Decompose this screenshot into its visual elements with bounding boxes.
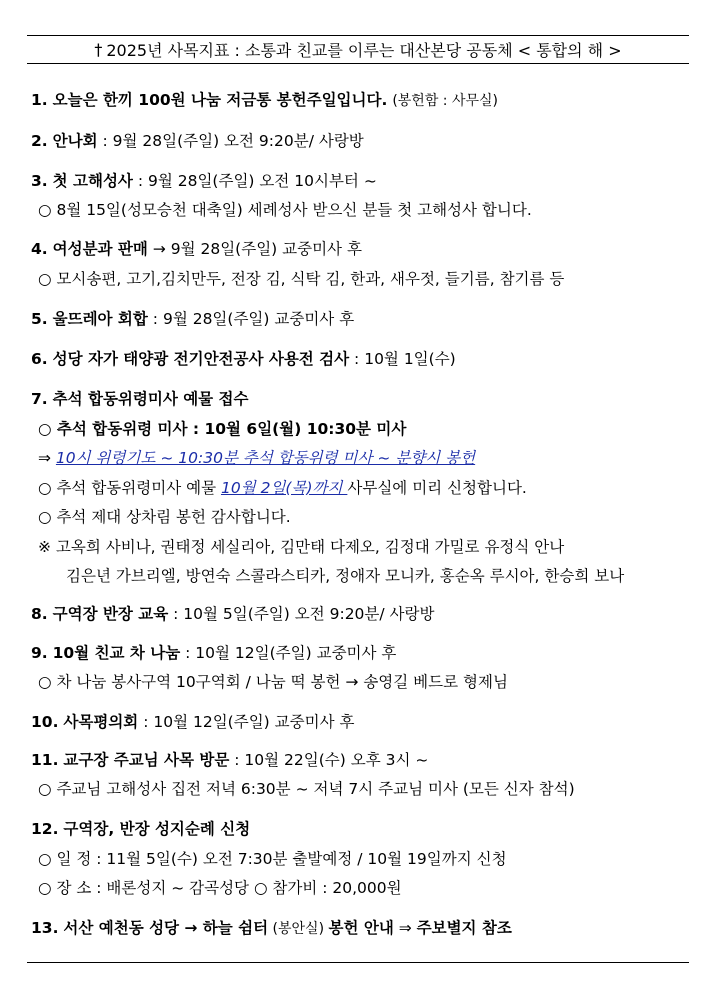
item-number: 2. bbox=[31, 132, 48, 150]
item-detail: : 10월 1일(수) bbox=[349, 350, 456, 368]
item-number: 12. bbox=[31, 820, 59, 838]
item-number: 4. bbox=[31, 240, 48, 258]
item-note: (봉헌함 : 사무실) bbox=[392, 93, 498, 109]
bottom-divider bbox=[27, 962, 689, 963]
item-title-c: 주보별지 참조 bbox=[416, 919, 512, 937]
cross-icon: † bbox=[94, 40, 103, 59]
item-title: 10월 친교 차 나눔 bbox=[52, 644, 181, 662]
offering-text-c: 사무실에 미리 신청합니다. bbox=[347, 479, 527, 497]
item-number: 11. bbox=[31, 751, 59, 769]
item-11-sub: ○ 주교님 고해성사 집전 저녁 6:30분 ~ 저녁 7시 주교님 미사 (모든 신자 참석) bbox=[38, 780, 575, 798]
item-7-sub-schedule bbox=[38, 448, 475, 468]
item-detail: : 10월 12일(주일) 교중미사 후 bbox=[138, 713, 355, 731]
item-title: 추석 합동위령미사 예물 접수 bbox=[52, 390, 249, 408]
item-detail: : 10월 22일(수) 오후 3시 ~ bbox=[229, 751, 429, 769]
item-7-sub-thanks: ○ 추석 제대 상차림 봉헌 감사합니다. bbox=[38, 508, 291, 526]
item-4-sub: ○ 모시송편, 고기,김치만두, 전장 김, 식탁 김, 한과, 새우젓, 들기름, 참기름 등 bbox=[38, 270, 565, 288]
item-detail: : 10월 12일(주일) 교중미사 후 bbox=[180, 644, 397, 662]
item-12-sub-place: ○ 장 소 : 배론성지 ~ 감곡성당 ○ 참가비 : 20,000원 bbox=[38, 879, 402, 897]
item-6 bbox=[31, 349, 456, 369]
header-text: 2025년 사목지표 : 소통과 친교를 이루는 대산본당 공동체 < 통합의 해 > bbox=[106, 41, 622, 60]
item-8 bbox=[31, 604, 434, 624]
item-9-sub: ○ 차 나눔 봉사구역 10구역회 / 나눔 떡 봉헌 → 송영길 베드로 형제님 bbox=[38, 673, 508, 691]
item-12-sub-schedule: ○ 일 정 : 11월 5일(수) 오전 7:30분 출발예정 / 10월 19일까지 신청 bbox=[38, 850, 507, 868]
item-title: 여성분과 판매 bbox=[52, 240, 148, 258]
item-title: 교구장 주교님 사목 방문 bbox=[63, 751, 230, 769]
item-title: 안나회 bbox=[52, 132, 98, 150]
item-7 bbox=[31, 389, 249, 409]
offering-text-a: ○ 추석 합동위령미사 예물 bbox=[38, 479, 221, 497]
item-10 bbox=[31, 712, 354, 732]
schedule-text: 10시 위령기도 ~ 10:30분 추석 합동위령 미사 ~ 분향시 봉헌 bbox=[55, 449, 476, 467]
item-2 bbox=[31, 131, 364, 151]
item-5 bbox=[31, 309, 354, 329]
arrow-icon: ⇒ bbox=[38, 449, 56, 467]
item-title: 첫 고해성사 bbox=[52, 172, 133, 190]
item-7-sub-donors-cont: 김은년 가브리엘, 방연숙 스콜라스티카, 정애자 모니카, 홍순옥 루시아, 한승희 보나 bbox=[66, 567, 625, 585]
item-number: 3. bbox=[31, 172, 48, 190]
item-title: 울뜨레아 회합 bbox=[52, 310, 148, 328]
item-1 bbox=[31, 90, 498, 111]
item-3-sub: ○ 8월 15일(성모승천 대축일) 세례성사 받으신 분들 첫 고해성사 합니다. bbox=[38, 201, 532, 219]
item-number: 1. bbox=[31, 91, 48, 109]
offering-deadline: 10월 2일(목)까지 bbox=[220, 479, 348, 497]
item-number: 5. bbox=[31, 310, 48, 328]
item-title: 사목평의회 bbox=[63, 713, 139, 731]
item-detail: : 9월 28일(주일) 오전 9:20분/ 사랑방 bbox=[97, 132, 364, 150]
item-7-sub-donors: ※ 고옥희 사비나, 권태정 세실리아, 김만태 다제오, 김정대 가밀로 유정식 안나 bbox=[38, 538, 565, 556]
item-9 bbox=[31, 643, 396, 663]
item-detail: : 9월 28일(주일) 오전 10시부터 ~ bbox=[132, 172, 377, 190]
item-title-a: 서산 예천동 성당 → 하늘 쉼터 bbox=[63, 919, 269, 937]
item-number: 6. bbox=[31, 350, 48, 368]
item-title: 성당 자가 태양광 전기안전공사 사용전 검사 bbox=[52, 350, 350, 368]
item-number: 8. bbox=[31, 605, 48, 623]
item-detail: → 9월 28일(주일) 교중미사 후 bbox=[147, 240, 362, 258]
item-number: 7. bbox=[31, 390, 48, 408]
item-3 bbox=[31, 171, 377, 191]
item-4 bbox=[31, 239, 362, 259]
item-detail: : 10월 5일(주일) 오전 9:20분/ 사랑방 bbox=[168, 605, 435, 623]
item-number: 9. bbox=[31, 644, 48, 662]
item-7-sub-mass: ○ 추석 합동위령 미사 : 10월 6일(월) 10:30분 미사 bbox=[38, 420, 407, 438]
item-title: 구역장 반장 교육 bbox=[52, 605, 169, 623]
item-number: 13. bbox=[31, 919, 59, 937]
header-banner bbox=[27, 35, 689, 64]
item-title-b: 봉헌 안내 bbox=[328, 919, 394, 937]
item-7-sub-offering bbox=[38, 478, 527, 498]
item-title: 구역장, 반장 성지순례 신청 bbox=[63, 820, 251, 838]
item-detail: : 9월 28일(주일) 교중미사 후 bbox=[147, 310, 355, 328]
item-12 bbox=[31, 819, 250, 839]
item-11 bbox=[31, 750, 428, 770]
item-number: 10. bbox=[31, 713, 59, 731]
item-title: 오늘은 한끼 100원 나눔 저금통 봉헌주일입니다. bbox=[52, 91, 388, 109]
item-13 bbox=[31, 918, 512, 939]
arrow-icon: ⇒ bbox=[393, 919, 417, 937]
item-note: (봉안실) bbox=[268, 921, 329, 937]
